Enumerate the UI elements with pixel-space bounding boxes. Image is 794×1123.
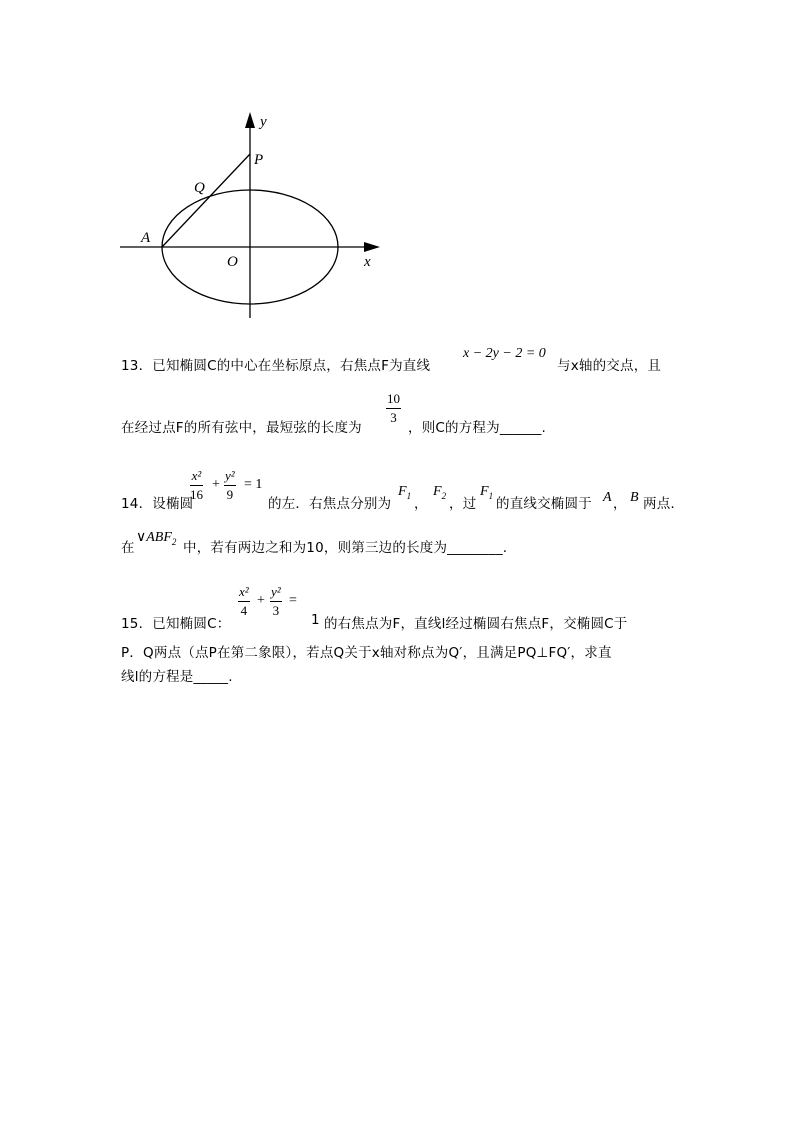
q13-frac-bar [386, 408, 401, 409]
ellipse-figure [118, 108, 388, 327]
q13-line2-a: 在经过点F的所有弦中，最短弦的长度为 [121, 420, 362, 436]
label-a: A [141, 230, 151, 246]
q15-frac1-den: 4 [240, 603, 248, 618]
q15-frac1-bar [238, 601, 250, 602]
q14-frac2-den: 9 [226, 487, 234, 502]
q13-line2-b: ，则C的方程为______. [408, 420, 547, 436]
q15-frac2-num: y² [271, 584, 281, 599]
label-o: O [227, 254, 238, 270]
y-axis-arrow [245, 112, 255, 128]
q14-text-a: 的左．右焦点分别为 [268, 496, 392, 512]
q14-line2-a: 在 [121, 540, 135, 556]
q13-line1 [121, 354, 430, 374]
q14-tri-sub: 2 [171, 536, 177, 547]
q15-frac2 [270, 584, 282, 619]
q14-frac1-num: x² [191, 468, 202, 483]
q14-prefix: 14．设椭圆 [121, 496, 194, 512]
q14-frac2-num: y² [225, 468, 235, 483]
q15-frac2-den: 3 [272, 603, 280, 618]
q14-f1-again [480, 484, 493, 501]
line-ap [162, 154, 250, 247]
x-axis-arrow [364, 242, 380, 252]
q14-f1-sub: 1 [406, 490, 412, 501]
q14-frac2 [224, 468, 236, 503]
q13-line-equation: x − 2y − 2 = 0 [463, 346, 546, 361]
label-y: y [260, 114, 267, 130]
q15-eq: = [289, 593, 297, 608]
label-q: Q [194, 180, 205, 196]
q14-plus: + [212, 477, 220, 492]
q14-line2-b: 中，若有两边之和为10，则第三边的长度为________. [183, 540, 508, 556]
q15-one: 1 [311, 612, 320, 628]
q14-text-b: ，过 [449, 496, 477, 512]
q14-tri-text: ∨ABF [136, 530, 172, 545]
q14-text-d: 两点. [643, 496, 675, 512]
q14-point-b: B [630, 490, 639, 505]
ellipse-diagram [118, 108, 388, 323]
q15-text-a: 的右焦点为F，直线l经过椭圆右焦点F，交椭圆C于 [324, 616, 628, 632]
q15-frac1-num: x² [239, 584, 249, 599]
q14-frac1-den: 16 [190, 487, 203, 502]
q13-text-a: 13．已知椭圆C的中心在坐标原点，右焦点F为直线 [121, 358, 431, 374]
q14-f2-sub: 2 [441, 490, 447, 501]
q14-f1b-letter: F [480, 484, 489, 499]
q14-comma: ， [414, 496, 428, 512]
q14-triangle [136, 529, 176, 547]
q14-eq-one: = 1 [244, 477, 263, 492]
q15-frac2-bar [270, 601, 282, 602]
label-p: P [254, 152, 264, 168]
q14-frac1-bar [190, 485, 203, 486]
q14-comma2: ， [613, 496, 627, 512]
q14-f2 [433, 484, 446, 501]
q13-frac-num: 10 [387, 391, 400, 406]
q13-text-b: 与x轴的交点，且 [557, 358, 662, 374]
q15-plus: + [257, 593, 265, 608]
q14-frac2-bar [224, 485, 236, 486]
q14-f1 [398, 484, 411, 501]
q15-line3: 线l的方程是_____. [121, 669, 233, 685]
q15-line2: P．Q两点（点P在第二象限），若点Q关于x轴对称点为Q′，且满足PQ⊥FQ′，求直 [121, 645, 612, 661]
q14-frac1 [190, 468, 203, 503]
label-x: x [364, 254, 371, 270]
q14-f1b-sub: 1 [488, 490, 494, 501]
q15-prefix: 15．已知椭圆C： [121, 616, 231, 632]
q14-f2-letter: F [433, 484, 442, 499]
q14-text-c: 的直线交椭圆于 [496, 496, 592, 512]
q13-fraction [386, 391, 401, 426]
q14-f1-letter: F [398, 484, 407, 499]
q15-frac1 [238, 584, 250, 619]
q13-line2 [121, 416, 362, 436]
q13-frac-den: 3 [390, 410, 397, 425]
q14-point-a: A [603, 490, 612, 505]
